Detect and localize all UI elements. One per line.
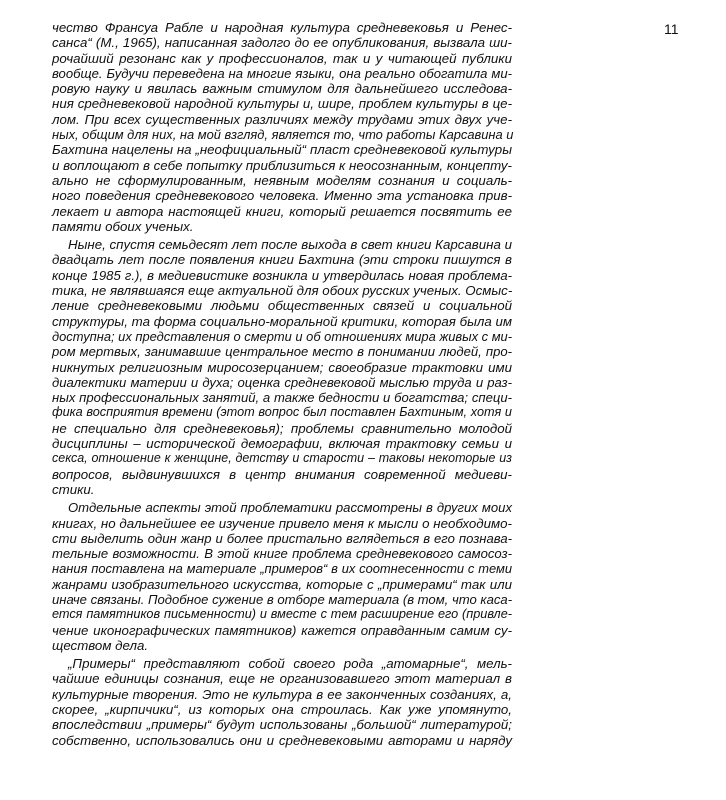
text-line: секса, отношение к женщине, детству и старости – таковы некоторые из [52,451,512,466]
text-line: ного поведения средневекового человека. Именно эта установка прив- [52,188,512,204]
text-line: структуры, та форма социально-моральной критики, которая была им [52,313,512,329]
text-line: ных профессиональных занятий, а также бедности и богатства; специ- [52,390,512,406]
text-line: жанрами изобразительного искусства, которые с „примерами“ так или [52,576,512,592]
text-line: ально не сформулированным, неявным моделям сознания и социаль- [52,172,512,188]
text-line: ществом дела. [52,637,149,653]
text-line: и воплощают в себе попытку приблизиться к неосознанным, концепту- [52,157,512,173]
text-line: двадцать лет после появления книги Бахтина (эти строки пишутся в [52,252,512,268]
text-line: ных, общим для них, на мой взгляд, является то, что работы Карсавина и [52,127,514,143]
text-line: конце 1985 г.), в медиевистике возникла и утвердилась новая проблема- [52,267,512,283]
text-line: скорее, „кирпичики“, из которых она строилась. Как уже упомянуто, [52,702,512,718]
text-line: никнутых религиозным миросозерцанием; своеобразие трактовки ими [52,359,512,375]
text-line: чение иконографических памятников) кажется оправданным самим су- [52,622,512,638]
text-line: ется памятников письменности) и вместе с тем расширение его (привле- [52,607,512,622]
text-line: книгах, но дальнейшее ее изучение привело меня к мысли о необходимо- [52,515,512,531]
paragraph [52,20,512,234]
text-line: дисциплины – исторической демографии, включая трактовку семьи и [52,436,512,452]
text-line: лом. При всех существенных различиях между трудами этих двух уче- [52,111,512,127]
text-line: вопросов, выдвинувшихся в центр внимания современной медиеви- [52,466,512,482]
text-line: собственно, использовались они и средневековыми авторами и наряду [52,732,512,748]
text-line: ровую науку и явилась важным стимулом для дальнейшего исследова- [52,81,512,97]
text-line: лекает и автора настоящей книги, который решается посвятить ее [52,203,512,219]
text-line: чайшие единицы сознания, еще не организовавшего этот материал в [52,671,512,687]
paragraph [52,656,512,748]
text-line: санса“ (М., 1965), написанная задолго до ее опубликования, вызвала ши- [52,35,512,51]
text-line: тельные возможности. В этой книге проблема средневекового самосоз- [52,546,512,562]
text-line: культурные творения. Это не культура в ее законченных созданиях, а, [52,686,512,702]
text-line: впоследствии „примеры“ будут использованы „большой“ литературой; [52,717,512,733]
text-line: памяти обоих ученых. [52,218,194,234]
text-line: Ныне, спустя семьдесят лет после выхода в свет книги Карсавина и [68,237,512,253]
text-line: доступна; их представления о смерти и об отношениях мира живых с ми- [52,328,512,344]
page-number: 11 [664,21,679,37]
text-line: диалектики материи и духа; оценка средневековой мыслью труда и раз- [52,374,512,390]
body-text [52,20,512,748]
text-line: иначе связаны. Подобное сужение в отборе материала (в том, что каса- [52,591,513,607]
paragraph [52,237,512,497]
text-line: ром мертвых, занимавшие центральное место в понимании людей, про- [52,344,512,360]
text-line: фика восприятия времени (этот вопрос был поставлен Бахтиным, хотя и [52,405,512,420]
text-line: Бахтина нацелены на „неофициальный“ пласт средневековой культуры [52,142,512,158]
text-line: рочайший резонанс как у профессионалов, так и у читающей публики [52,50,512,66]
text-line: чество Франсуа Рабле и народная культура средневековья и Ренес- [52,20,512,35]
text-line: ление средневековыми людьми общественных связей и социальной [52,298,512,314]
text-line: „Примеры“ представляют собой своего рода „атомарные“, мель- [68,656,512,672]
text-line: нания поставлена на материале „примеров“ в их соотнесенности с теми [52,561,512,577]
text-line: стики. [52,481,95,497]
text-line: Отдельные аспекты этой проблематики рассмотрены в других моих [68,500,512,516]
text-line: ния средневековой народной культуры и, шире, проблем культуры в це- [52,96,512,112]
text-line: сти выделить один жанр и более пристально вглядеться в его познава- [52,530,512,546]
paragraph [52,500,512,653]
text-line: тика, не являвшаяся еще актуальной для обоих русских ученых. Осмыс- [52,283,513,299]
text-line: не специально для средневековья); проблемы сравнительно молодой [52,420,512,436]
text-line: вообще. Будучи переведена на многие языки, она реально обогатила ми- [52,65,512,81]
